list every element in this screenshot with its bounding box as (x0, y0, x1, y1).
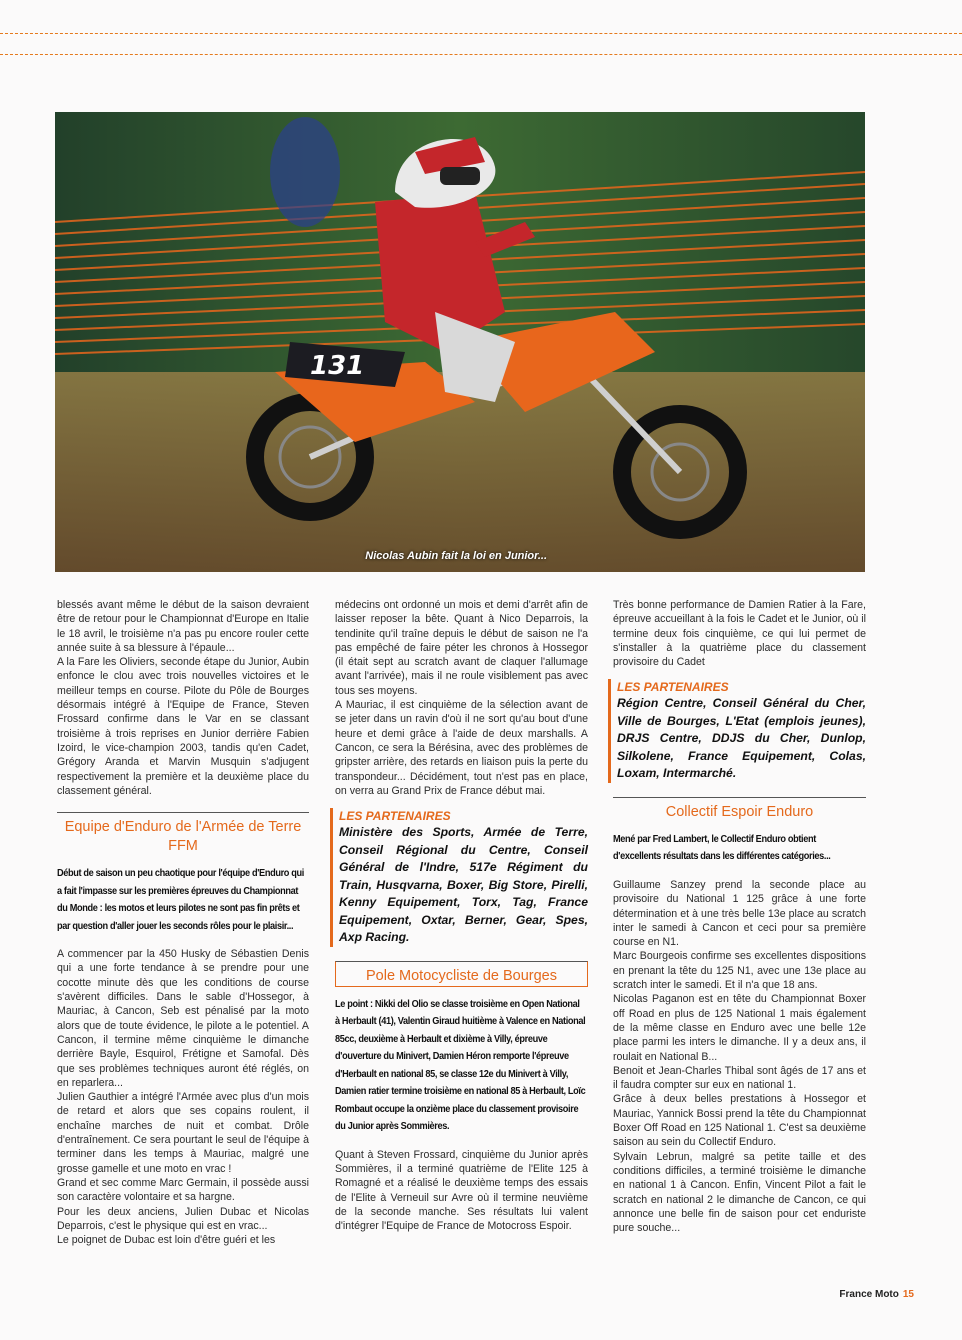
paragraph: A la Fare les Oliviers, seconde étape du Junior, Aubin enfonce le clou avec trois nouvelles victoires et le meilleur temps en course. Pilote du Pôle de Bourges désormais intégré à l'Equipe de France, Steven Frossard confirme dans le Var en se classant troisième à trois reprises en Junior derrière Fabien Izoird, le vice-champion 2003, tandis qu'en Cadet, Grégory Aranda et Marvin Musquin s'adjugent respectivement la première et la deuxième place du classement général. (57, 656, 309, 797)
magazine-name: France Moto (839, 1289, 899, 1300)
section-title-armee: Equipe d'Enduro de l'Armée de Terre FFM (57, 812, 309, 856)
section-intro: Le point : Nikki del Olio se classe troisième en Open National à Herbault (41), Valentin Giraud huitième à Valence en National 85cc, deuxième à Herbault et dixième à Villy, épreuve d'ouverture du Minivert, Damien Héron remporte l'épreuve d'Herbault en national 85, se classe 12e du Minivert à Villy, Damien ratier termine troisième en national 85 à Herbault, Loïc Rombaut occupe la onzième place du classement provisoire du Junior après Sommières. (335, 998, 586, 1133)
section-intro: Début de saison un peu chaotique pour l'équipe d'Enduro qui a fait l'impasse sur les premières épreuves du Championnat du Monde : les motos et leurs pilotes ne sont pas fin prêts et par question d'aller jouer les seconds rôles pour le plaisir... (57, 868, 304, 932)
paragraph: Quant à Steven Frossard, cinquième du Junior après Sommières, il a terminé quatrième de l'Elite 125 à Romagné et a réalisé le deuxième temps des essais de l'Elite à Verneuil sur Avre où il termine neuvième de la seconde manche. Ses résultats lui valent d'intégrer l'Equipe de France de Motocross Espoir. (335, 1148, 588, 1233)
paragraph: Très bonne performance de Damien Ratier à la Fare, épreuve accueillant à la fois le Cadet et le Junior, où il termine deux fois cinquième, ce qui lui permet de s'installer à la quatrième place du classement provisoire du Cadet (613, 599, 866, 669)
paragraph: Sylvain Lebrun, malgré sa petite taille et des conditions difficiles, a terminé troisième le dimanche en national 1 à Cancon. Enfin, Vincent Pilot a fait le scratch en national 2 le dimanche de Cancon, ce qui annonce une belle fin de saison pour cet enduriste pure souche... (613, 1150, 866, 1235)
paragraph: A Mauriac, il est cinquième de la sélection avant de se jeter dans un ravin d'où il ne sort qu'au bout d'une heure et demi grâce à l'aide de deux marshalls. A Cancon, ce sera la Bérésina, avec des problèmes de gripster arrière, des retards en liaison puis la perte du transpondeur... Décidément, tout n'est pas en place, on verra au Grand Prix de France début mai. (335, 699, 588, 797)
paragraph: Le poignet de Dubac est loin d'être guéri et les (57, 1234, 276, 1247)
paragraph: Grâce à deux belles prestations à Hossegor et Mauriac, Yannick Bossi prend la tête du Championnat Boxer Off Road en 125 National 1. C'est sa deuxième saison au sein du Collectif Enduro. (613, 1093, 866, 1149)
paragraph: Nicolas Paganon est en tête du Championnat Boxer off Road en plus de 125 National 1 mais également de la même classe en Enduro avec une belle 12e place parmi les inters le dimanche. Il y a deux ans, il roulait en National B... (613, 993, 866, 1063)
page-footer (839, 1289, 914, 1300)
paragraph: médecins ont ordonné un mois et demi d'arrêt afin de laisser reposer la bête. Quant à Nico Deparrois, la tendinite qu'il traîne depuis le début de saison ne l'a pas empêché de faire péter les chronos à Hossegor (il était sept au scratch avant de claquer l'allumage avant l'arrivée), mais il ne roule visiblement pas avec tous ses moyens. (335, 599, 588, 697)
column-1 (57, 598, 309, 1247)
section-intro: Mené par Fred Lambert, le Collectif Enduro obtient d'excellents résultats dans les différentes catégories... (613, 833, 831, 863)
bike-number: 131 (310, 351, 365, 381)
paragraph: blessés avant même le début de la saison devraient être de retour pour le Championnat d'Europe en Italie le 18 avril, le troisième n'a pas pu encore rouler cette année suite à sa blessure à l'épaule... (57, 599, 309, 654)
top-dotted-rule-2 (0, 54, 962, 55)
column-2 (335, 598, 588, 1233)
partners-list: Région Centre, Conseil Général du Cher, Ville de Bourges, L'Etat (emplois jeunes), DRJS Centre, DDJS du Cher, Dunlop, Silkolene, France Equipement, Colas, Loxam, Intermarché. (617, 696, 866, 781)
partners-title: LES PARTENAIRES (339, 809, 451, 824)
paragraph: Marc Bourgeois confirme ses excellentes dispositions en prenant la tête du 125 N1, avec une 13e place au scratch inter le samedi. Et il n'a que 18 ans. (613, 950, 866, 992)
photo-caption: Nicolas Aubin fait la loi en Junior... (365, 550, 547, 562)
partners-title: LES PARTENAIRES (617, 680, 729, 695)
paragraph: Pour les deux anciens, Julien Dubac et Nicolas Deparrois, c'est le physique qui est en vrac... (57, 1205, 309, 1232)
paragraph: Grand et sec comme Marc Germain, il possède aussi son caractère volontaire et sa hargne. (57, 1176, 309, 1204)
paragraph: Julien Gauthier a intégré l'Armée avec plus d'un mois de retard et alors que ses copains roulent, il enchaîne marches de nuit et combat. Drôle d'entraînement. Ce sera pourtant le seul de l'équipe à terminer dans les temps à Mauriac, malgré une grosse gamelle et une moto en vrac ! (57, 1091, 309, 1175)
paragraph: Guillaume Sanzey prend la seconde place au provisoire du National 1 125 grâce à une forte détermination et à une très belle 13e place au scratch inter le samedi à Cancon et ceci pour sa première course en N1. (613, 878, 866, 949)
partners-list: Ministère des Sports, Armée de Terre, Conseil Régional du Centre, Conseil Général de l'Indre, 517e Régiment du Train, Husqvarna, Boxer, Big Store, Pirelli, Kenny Equipement, Torx, Tag, France Equipement, Oxtar, Berner, Gear, Spes, Axp Racing. (339, 825, 588, 945)
column-3 (613, 598, 866, 1235)
hero-photo (55, 112, 865, 572)
paragraph: Benoit et Jean-Charles Thibal sont âgés de 17 ans et il faudra compter sur eux en national 1. (613, 1064, 866, 1092)
partners-box-armee (330, 808, 588, 947)
top-dotted-rule (0, 33, 962, 34)
page-number: 15 (902, 1289, 914, 1300)
section-title-collectif: Collectif Espoir Enduro (613, 797, 866, 822)
partners-box-bourges (608, 679, 866, 783)
motocross-rider-illustration (55, 112, 865, 572)
section-title-bourges: Pole Motocycliste de Bourges (335, 961, 588, 987)
paragraph: A commencer par la 450 Husky de Sébastien Denis qui a une forte tendance à se prendre pour une cocotte minute dès que les conditions de course s'avèrent difficiles. Dans le sable d'Hossegor, à Mauriac, à Cancon, Seb est pénalisé par la moto alors que de toute évidence, le pilote a le potentiel. A Cancon, il termine même cinquième le dimanche derrière Bayle, Esquirol, Frétigne et Samofal. Dès que ses problèmes techniques auront été réglés, on en reparlera... (57, 948, 309, 1089)
